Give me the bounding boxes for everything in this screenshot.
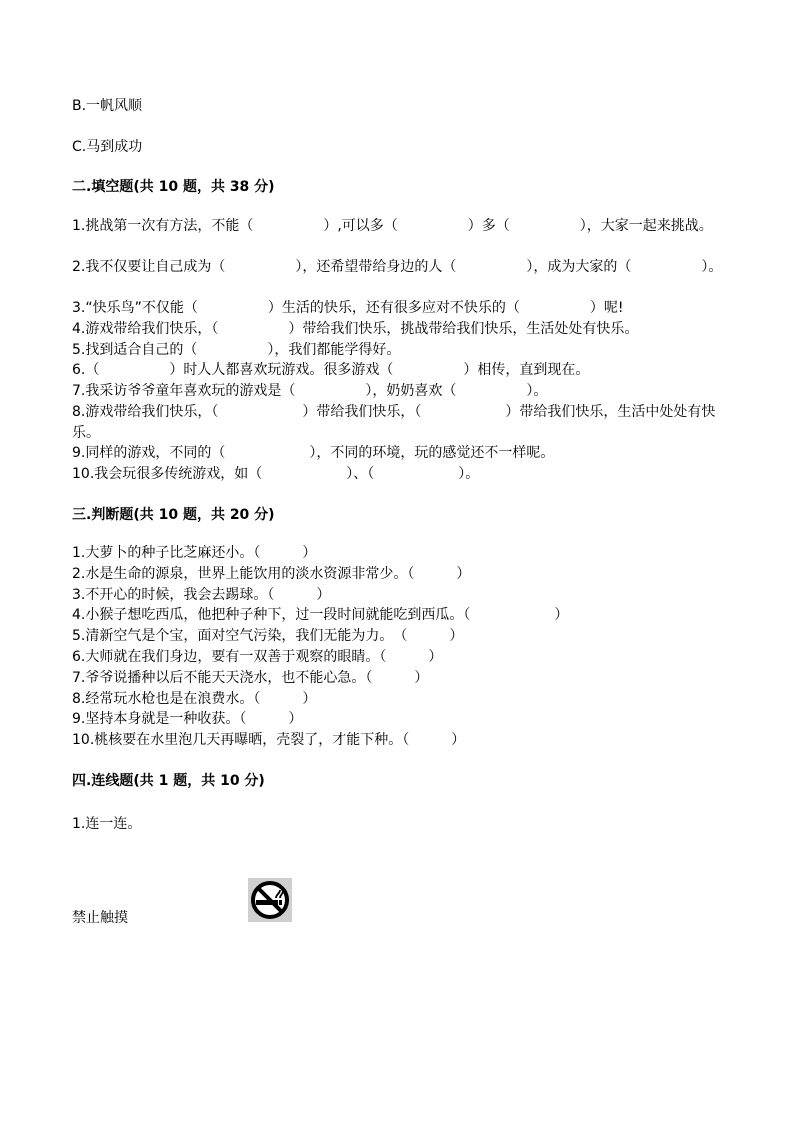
fill-question-9: 9.同样的游戏，不同的（ ），不同的环境，玩的感觉还不一样呢。 [72, 445, 555, 461]
judge-question-1: 1.大萝卜的种子比芝麻还小。（ ） [72, 545, 317, 561]
fill-section-title: 二.填空题(共 10 题，共 38 分) [72, 179, 275, 195]
fill-question-8: 8.游戏带给我们快乐，（ ）带给我们快乐，（ ）带给我们快乐，生活中处处有快乐。 [72, 404, 716, 441]
judge-question-2: 2.水是生命的源泉，世界上能饮用的淡水资源非常少。（ ） [72, 566, 471, 582]
match-label-no-touch: 禁止触摸 [72, 910, 128, 926]
judge-question-7: 7.爷爷说播种以后不能天天浇水，也不能心急。（ ） [72, 670, 429, 686]
judge-question-3: 3.不开心的时候，我会去踢球。（ ） [72, 587, 331, 603]
fill-question-4: 4.游戏带给我们快乐，（ ）带给我们快乐，挑战带给我们快乐，生活处处有快乐。 [72, 321, 639, 337]
judge-question-4: 4.小猴子想吃西瓜，他把种子种下，过一段时间就能吃到西瓜。（ ） [72, 607, 569, 623]
match-section-title: 四.连线题(共 1 题，共 10 分) [72, 773, 265, 789]
option-c: C.马到成功 [72, 139, 143, 155]
fill-question-6: 6.（ ）时人人都喜欢玩游戏。很多游戏（ ）相传，直到现在。 [72, 362, 590, 378]
no-smoking-icon [248, 878, 292, 922]
match-question-1: 1.连一连。 [72, 816, 142, 832]
judge-question-9: 9.坚持本身就是一种收获。（ ） [72, 711, 303, 727]
fill-question-2: 2.我不仅要让自己成为（ ），还希望带给身边的人（ ），成为大家的（ ）。 [72, 259, 723, 275]
judge-question-8: 8.经常玩水枪也是在浪费水。（ ） [72, 691, 317, 707]
fill-question-10: 10.我会玩很多传统游戏，如（ ）、（ ）。 [72, 466, 480, 482]
judge-section-title: 三.判断题(共 10 题，共 20 分) [72, 507, 275, 523]
fill-question-3: 3.“快乐鸟”不仅能（ ）生活的快乐，还有很多应对不快乐的（ ）呢! [72, 300, 624, 316]
judge-question-5: 5.清新空气是个宝，面对空气污染，我们无能为力。 （ ） [72, 628, 464, 644]
judge-question-10: 10.桃核要在水里泡几天再曝晒，壳裂了，才能下种。（ ） [72, 732, 466, 748]
fill-question-1: 1.挑战第一次有方法，不能（ ）,可以多（ ）多（ ），大家一起来挑战。 [72, 218, 713, 234]
fill-question-7: 7.我采访爷爷童年喜欢玩的游戏是（ ），奶奶喜欢（ ）。 [72, 383, 548, 399]
judge-question-6: 6.大师就在我们身边，要有一双善于观察的眼睛。（ ） [72, 649, 443, 665]
option-b: B.一帆风顺 [72, 98, 143, 114]
fill-question-5: 5.找到适合自己的（ ），我们都能学得好。 [72, 342, 401, 358]
